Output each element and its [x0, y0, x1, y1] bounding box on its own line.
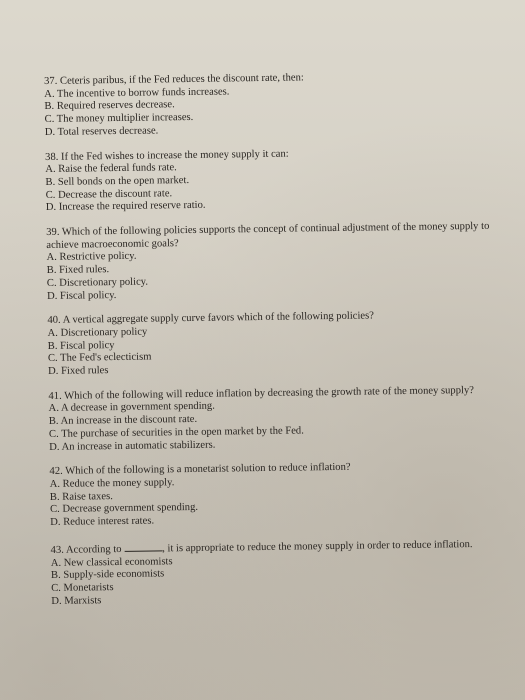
option-c: C. The Fed's eclecticism [47, 351, 152, 365]
question-stem: 38. If the Fed wishes to increase the money supply it can: [45, 148, 289, 163]
question-39 [46, 221, 492, 303]
option-a: A. Reduce the money supply. [49, 477, 175, 490]
question-stem: 41. Which of the following will reduce inflation by decreasing the growth rate of the money supply? [48, 384, 475, 402]
option-a: A. The incentive to borrow funds increases. [44, 86, 230, 100]
option-a: A. A decrease in government spending. [48, 401, 215, 415]
option-a: A. Restrictive policy. [46, 251, 137, 264]
option-c: C. Decrease the discount rate. [45, 187, 173, 201]
answer-blank [124, 540, 162, 552]
option-c: C. Discretionary policy. [46, 276, 149, 289]
option-b: B. Fixed rules. [46, 264, 110, 277]
option-b: B. Sell bonds on the open market. [45, 174, 190, 188]
option-d: D. Reduce interest rates. [50, 515, 155, 529]
question-38 [45, 145, 491, 215]
option-b: B. Raise taxes. [49, 490, 113, 503]
option-d: D. Increase the required reserve ratio. [45, 200, 206, 214]
option-c: C. The money multiplier increases. [44, 112, 194, 126]
option-c: C. The purchase of securities in the open market by the Fed. [48, 425, 304, 440]
option-b: B. Fiscal policy [47, 339, 115, 352]
stem-after-blank: , it is appropriate to reduce the money supply in order to reduce inflation. [162, 538, 473, 555]
option-b: B. Supply-side economists [50, 568, 165, 582]
question-stem: 37. Ceteris paribus, if the Fed reduces the discount rate, then: [44, 72, 304, 87]
option-d: D. Marxists [51, 594, 102, 607]
question-40 [47, 309, 493, 379]
option-c: C. Decrease government spending. [49, 502, 199, 516]
option-a: A. Discretionary policy [47, 326, 148, 339]
option-d: D. Fiscal policy. [46, 289, 117, 302]
option-c: C. Monetarists [51, 581, 114, 594]
question-stem: 39. Which of the following policies supports the concept of continual adjustment of the money supply to achieve macroeconomic goals? [46, 220, 490, 251]
option-b: B. An increase in the discount rate. [48, 414, 198, 428]
option-d: D. Fixed rules [48, 365, 109, 378]
question-stem: 40. A vertical aggregate supply curve favors which of the following policies? [47, 310, 375, 327]
option-d: D. An increase in automatic stabilizers. [49, 439, 216, 453]
option-a: A. New classical economists [50, 555, 173, 569]
question-42 [49, 460, 495, 530]
question-stem: 42. Which of the following is a monetarist solution to reduce inflation? [49, 462, 351, 478]
option-b: B. Required reserves decrease. [44, 99, 175, 113]
question-43 [51, 536, 497, 609]
option-d: D. Total reserves decrease. [44, 125, 159, 138]
question-37 [44, 70, 490, 140]
question-41 [48, 385, 494, 455]
question-list [44, 70, 497, 620]
option-a: A. Raise the federal funds rate. [45, 162, 177, 176]
stem-before-blank: 43. According to [50, 543, 122, 556]
